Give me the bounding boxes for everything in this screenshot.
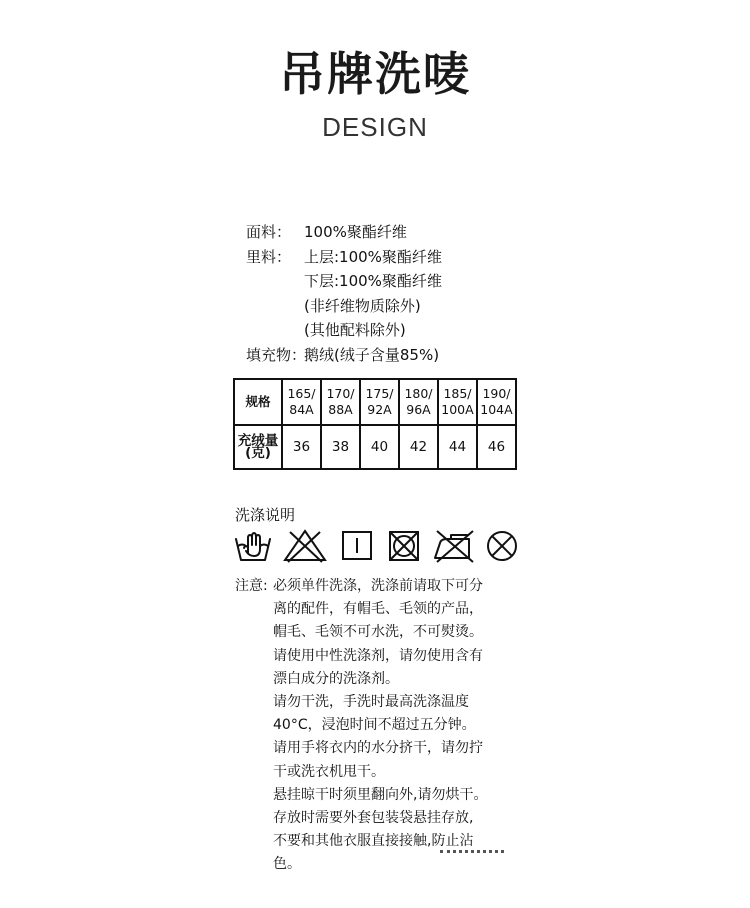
size-cell: 170/ 88A: [321, 379, 360, 425]
lining-line: (其他配料除外): [304, 321, 406, 339]
face-fabric-value: 100%聚酯纤维: [304, 223, 407, 241]
note-line: 存放时需要外套包装袋悬挂存放,: [273, 810, 474, 827]
lining-row: [246, 245, 442, 270]
fill-amount-cell: 46: [477, 425, 516, 469]
fill-amount-cell: 36: [282, 425, 321, 469]
fill-amount-cell: 38: [321, 425, 360, 469]
no-tumble-dry-icon: [385, 527, 423, 565]
filling-label: 填充物：: [246, 345, 307, 364]
lining-line: 上层:100%聚酯纤维: [304, 247, 442, 266]
spec-header: 规格: [234, 379, 282, 425]
note-line: 漂白成分的洗涤剂。: [273, 670, 399, 687]
fabric-composition: [246, 220, 442, 367]
note-line: 帽毛、毛领不可水洗，不可熨烫。: [273, 624, 483, 641]
page-subtitle: DESIGN: [322, 112, 428, 142]
fill-amount-cell: 44: [438, 425, 477, 469]
size-cell: 185/ 100A: [438, 379, 477, 425]
filling-value: 鹅绒(绒子含量85%): [304, 345, 440, 364]
face-fabric-row: [246, 220, 442, 245]
note-line: 40°C，浸泡时间不超过五分钟。: [273, 717, 476, 734]
note-line: 离的配件，有帽毛、毛领的产品，: [273, 601, 483, 618]
page-title: 吊牌洗唛: [279, 47, 471, 101]
line-dry-icon: [339, 527, 375, 565]
note-line: 悬挂晾干时须里翻向外,请勿烘干。: [273, 786, 488, 803]
size-cell: 175/ 92A: [360, 379, 399, 425]
care-symbols: [233, 527, 523, 565]
lining-label: 里料：: [246, 247, 292, 266]
lining-line: (非纤维物质除外): [304, 296, 421, 315]
no-dry-clean-icon: [483, 527, 521, 565]
note-text: 必须单件洗涤，洗涤前请取下可分: [273, 578, 483, 594]
note-line: 请勿干洗，手洗时最高洗涤温度: [273, 694, 469, 711]
note-line: 请用手将衣内的水分挤干，请勿拧: [273, 740, 483, 757]
note-label: 注意:: [235, 578, 268, 594]
care-notes: [235, 575, 487, 877]
size-cell: 165/ 84A: [282, 379, 321, 425]
table-row: [234, 379, 516, 425]
note-line: 不要和其他衣服直接接触,防止沾: [273, 833, 474, 850]
size-table: [233, 378, 517, 470]
no-bleach-icon: [282, 527, 328, 565]
note-line: [235, 575, 487, 598]
size-cell: 180/ 96A: [399, 379, 438, 425]
fill-weight-header: 充绒量 (克): [234, 425, 282, 469]
note-line: 色。: [273, 856, 301, 873]
wash-instructions-title: 洗涤说明: [235, 506, 296, 524]
no-iron-icon: [431, 527, 477, 565]
face-fabric-label: 面料：: [246, 223, 292, 241]
table-row: [234, 425, 516, 469]
note-line: 请使用中性洗涤剂，请勿使用含有: [273, 647, 483, 664]
note-line: 干或洗衣机甩干。: [273, 763, 385, 780]
fill-amount-cell: 40: [360, 425, 399, 469]
fill-amount-cell: 42: [399, 425, 438, 469]
hand-wash-icon: [233, 527, 273, 565]
size-cell: 190/ 104A: [477, 379, 516, 425]
cut-off-text-fragment: [440, 850, 504, 853]
filling-row: [246, 343, 442, 368]
lining-line: 下层:100%聚酯纤维: [304, 272, 442, 290]
